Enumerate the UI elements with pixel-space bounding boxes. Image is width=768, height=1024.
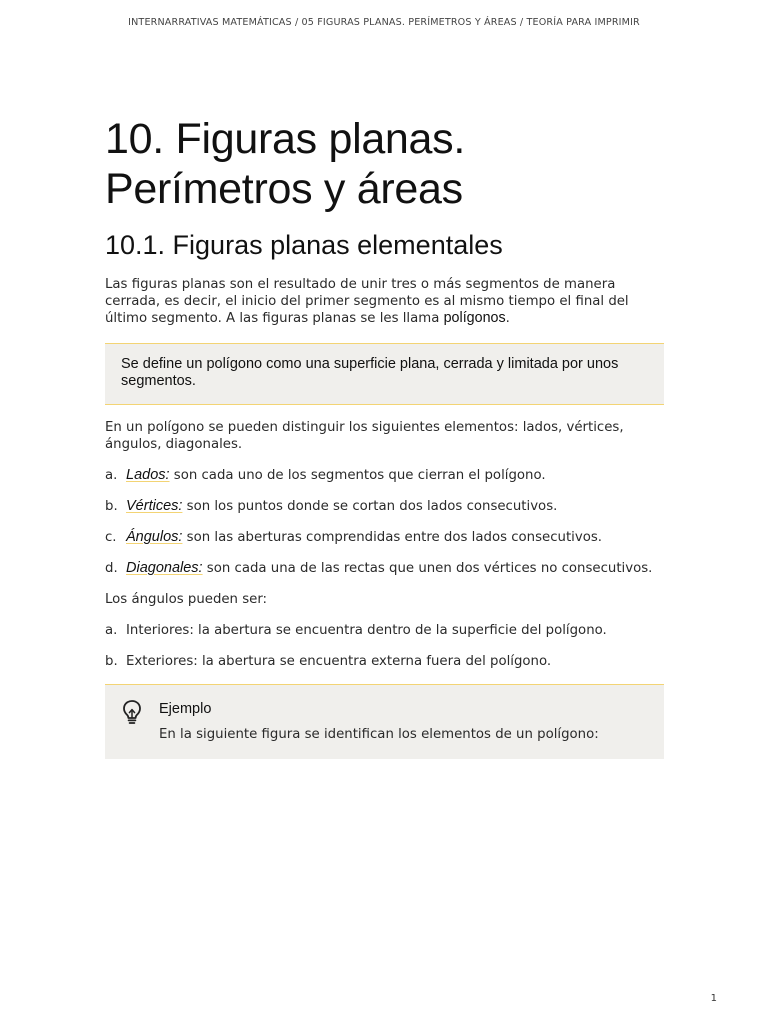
section-title: 10.1. Figuras planas elementales [105, 230, 503, 260]
page-title [105, 114, 664, 214]
list-marker: d. [105, 561, 118, 576]
list-item [105, 653, 664, 670]
list-marker: a. [105, 468, 118, 483]
list-marker: b. [105, 499, 118, 514]
intro-text: Las figuras planas son el resultado de unir tres o más segmentos de manera cerrada, es decir, el inicio del primer segmento es al mismo tiempo el final del último segmento. A las figuras planas se les llama [105, 277, 629, 326]
elements-list [105, 467, 664, 577]
list-marker: a. [105, 623, 118, 638]
list-item [105, 467, 664, 484]
document-body [105, 114, 664, 759]
list-text: son las aberturas comprendidas entre dos lados consecutivos. [182, 530, 603, 545]
list-text: Interiores: la abertura se encuentra dentro de la superficie del polígono. [126, 623, 607, 638]
list-marker: c. [105, 530, 117, 545]
page-title-line-1: 10. Figuras planas. [105, 115, 466, 163]
definition-text: Se define un polígono como una superficie plana, cerrada y limitada por unos segmentos. [121, 356, 619, 389]
lightbulb-icon [121, 699, 143, 725]
intro-end: . [505, 311, 510, 326]
definition-box [105, 343, 664, 405]
angles-list [105, 622, 664, 670]
list-text: son los puntos donde se cortan dos lados consecutivos. [182, 499, 558, 514]
intro-bold-term: polígonos [443, 310, 506, 326]
page-number: 1 [710, 993, 717, 1004]
elements-intro: En un polígono se pueden distinguir los siguientes elementos: lados, vértices, ángulos, diagonales. [105, 420, 624, 452]
list-item [105, 529, 664, 546]
example-text: En la siguiente figura se identifican los elementos de un polígono: [159, 727, 599, 742]
breadcrumb: INTERNARRATIVAS MATEMÁTICAS / 05 FIGURAS PLANAS. PERÍMETROS Y ÁREAS / TEORÍA PARA IMPRIMIR [128, 17, 640, 28]
list-term: Ángulos: [126, 529, 183, 545]
angles-intro: Los ángulos pueden ser: [105, 592, 268, 607]
page-title-line-2: Perímetros y áreas [105, 165, 463, 213]
example-box [105, 684, 664, 759]
list-term: Diagonales: [126, 560, 203, 576]
example-title: Ejemplo [159, 701, 212, 717]
list-text: son cada uno de los segmentos que cierran el polígono. [169, 468, 546, 483]
list-item [105, 560, 664, 577]
list-text: Exteriores: la abertura se encuentra externa fuera del polígono. [126, 654, 552, 669]
list-term: Lados: [126, 467, 170, 483]
list-marker: b. [105, 654, 118, 669]
list-item [105, 622, 664, 639]
list-text: son cada una de las rectas que unen dos vértices no consecutivos. [202, 561, 653, 576]
intro-paragraph [105, 276, 664, 327]
list-term: Vértices: [126, 498, 183, 514]
list-item [105, 498, 664, 515]
